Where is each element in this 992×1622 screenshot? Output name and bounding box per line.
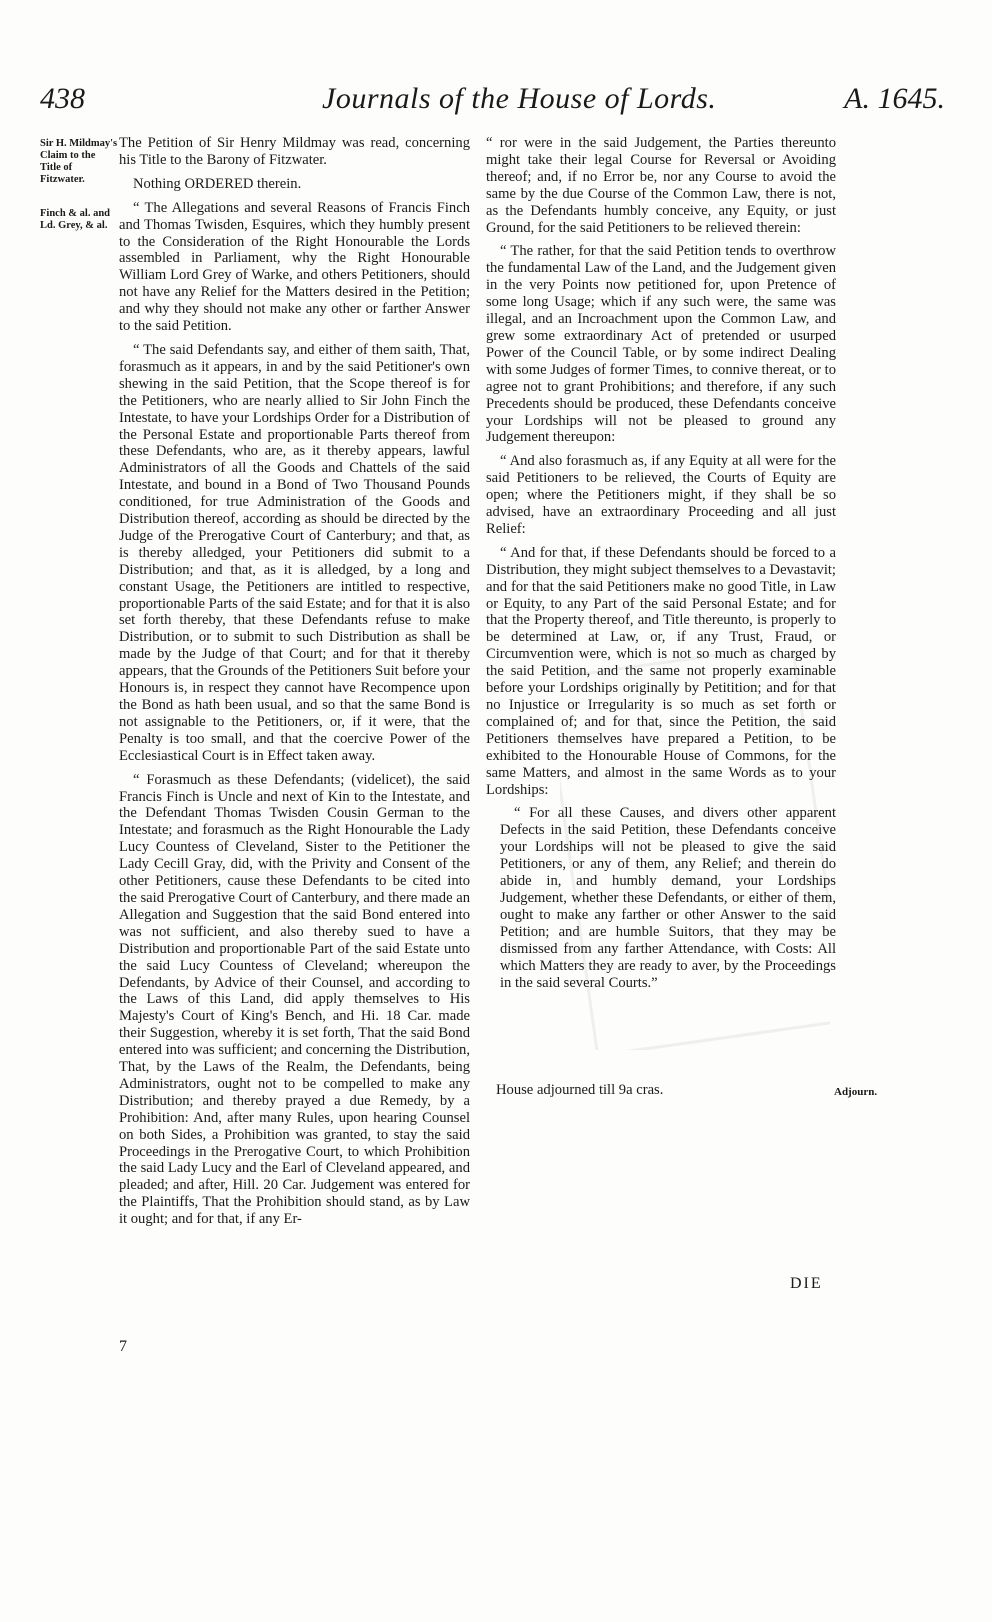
paragraph-defendants-say: “ The said Defendants say, and either of them saith, That, forasmuch as it appears, in and by the said Petitioner's own shewing in the said Petition, that the Scope thereof is for the Petitioners, who are nearly allied to Sir John Finch the Intestate, to have your Lordships Order for a Distribution of the Personal Estate and proportionable Parts thereof from these Defendants, who are, as it thereby appears, lawful Administrators of all the Goods and Chattels of the said Intestate, and bound in a Bond of Two Thousand Pounds conditioned, for true Administration of the Goods and Distribution thereof, according as should be directed by the Judge of the Prerogative Court of Canterbury; and that, as is thereby alledged, your Petitioners did submit to a Distribution; and that, as it is alledged, by a long and constant Usage, the Petitioners are intitled to respective, proportionable Parts of the said Estate; and for that it is also set forth thereby, that these Defendants refuse to make Distribution, or to submit to such Distribution as shall be made by the Judge of that Court; and for that it thereby appears, that the Grounds of the Petitioners Suit before your Honours is, in respect they cannot have Recompence upon the Bond as hath been usual, and so that the same Bond is not assignable to the Petitioners, or, if it were, that the Penalty is too small, and that the coercive Power of the Ecclesiastical Court is in Effect taken away.: [119, 341, 470, 764]
page-title: Journals of the House of Lords.: [322, 82, 717, 115]
text-column-right: [486, 135, 836, 998]
catchword: DIE: [790, 1275, 823, 1292]
text-column-left: [119, 135, 470, 1235]
margin-note-mildmay: Sir H. Mildmay's Claim to the Title of Fitzwater.: [40, 138, 118, 185]
paragraph-the-rather: “ The rather, for that the said Petition tends to overthrow the fundamental Law of the Land, and the Judgement given in the very Points now petitioned for, upon Pretence of some long Usage; which if any such were, the same was illegal, and an Incroachment upon the Common Law, and grew some extraordinary Act of pretended or usurped Power of the Council Table, or by some indirect Dealing with some Judges of former Times, to connive thereat, or to agree not to grant Prohibitions; and therefore, if any such Precedents should be produced, these Defendants conceive your Lordships will not be pleased to ground any Judgement thereupon:: [486, 243, 836, 446]
paragraph-error-continued: “ ror were in the said Judgement, the Parties thereunto might take their legal Course for Reversal or Avoiding thereof; and, if no Error be, nor any Course to avoid the same by the due Course of the Common Law, there is not, as the Defendants humbly conceive, any Equity, or just Ground, for the said Petitioners to be relieved therein:: [486, 135, 836, 236]
page-year: A. 1645.: [844, 82, 945, 115]
margin-note-finch: Finch & al. and Ld. Grey, & al.: [40, 208, 111, 231]
paragraph-for-all-causes: “ For all these Causes, and divers other apparent Defects in the said Petition, these Defendants conceive your Lordships will not be pleased to give the said Petitioners, or any of them, any Relief; and therein do abide in, and humbly demand, your Lordships Judgement, whether these Defendants, or either of them, ought to make any farther or other Answer to the said Petition; and are humble Suitors, that they may be dismissed from any farther Attendance, with Costs: All which Matters they are ready to aver, by the Proceedings in the said several Courts.”: [500, 805, 836, 991]
paragraph-allegations: “ The Allegations and several Reasons of Francis Finch and Thomas Twisden, Esquires, which they humbly present to the Consideration of the Right Honourable the Lords assembled in Parliament, why the Right Honourable William Lord Grey of Warke, and others Petitioners, should not have any Relief for the Matters desired in the Petition; and why they should not make any other or farther Answer to the said Petition.: [119, 199, 470, 335]
paragraph-distribution: “ And for that, if these Defendants should be forced to a Distribution, they might subject themselves to a Devastavit; and for that the said Petitioners make no good Title, in Law or Equity, to any Part of the said Personal Estate; and for that the Property thereof, and Title thereunto, is properly to be determined at Law, or, if any Trust, Fraud, or Circumvention were, which is not so much as charged by the said Petition, and the same not properly examinable before your Lordships originally by Petitition; and for that no Injustice or Irregularity is so much as set forth or complained of; and for that, since the Petition, the said Petitioners themselves have prepared a Petition, to be exhibited to the Honourable House of Commons, for the same Matters, and almost in the same Words as to your Lordships:: [486, 544, 836, 798]
page-number: 438: [40, 82, 85, 115]
paragraph-mildmay-petition: The Petition of Sir Henry Mildmay was read, concerning his Title to the Barony of Fitzwater.: [119, 135, 470, 168]
signature-mark: 7: [119, 1338, 127, 1355]
margin-note-adjourn: Adjourn.: [834, 1086, 878, 1098]
page-header: [40, 82, 945, 126]
paragraph-equity: “ And also forasmuch as, if any Equity at all were for the said Petitioners to be relieved, the Courts of Equity are open; where the Petitioners might, if they shall be so advised, have an extraordinary Proceeding and all just Relief:: [486, 453, 836, 537]
paragraph-nothing-ordered: Nothing ORDERED therein.: [133, 175, 302, 192]
paragraph-forasmuch: “ Forasmuch as these Defendants; (videlicet), the said Francis Finch is Uncle and next of Kin to the Intestate, and the Defendant Thomas Twisden Cousin German to the Intestate; and forasmuch as the Right Honourable the Lady Lucy Countess of Cleveland, Sister to the Petitioner the Lady Cecill Gray, did, with the Privity and Consent of the other Petitioners, cause these Defendants to be cited into the said Prerogative Court of Canterbury, and there made an Allegation and Suggestion that the said Bond entered into was not sufficient, and also thereby sued to have a Distribution and proportionable Part of the said Estate unto the said Lucy Countess of Cleveland; whereupon the Defendants, by Advice of their Counsel, and according to the Laws of this Land, did apply themselves to His Majesty's Court of King's Bench, and Hi. 18 Car. made their Suggestion, whereby it is set forth, That the said Bond entered into was sufficient; and concerning the Distribution, That, by the Laws of the Realm, the Defendants, being Administrators, ought not to be compelled to make any Distribution; and thereby prayed a due Remedy, by a Prohibition: And, after many Rules, upon hearing Counsel on both Sides, a Prohibition was granted, to stay the said Proceedings in the Prerogative Court, to which Prohibition the said Lady Lucy and the Earl of Cleveland appeared, and pleaded; and after, Hill. 20 Car. Judgement was entered for the Plaintiffs, That the Prohibition should stand, as by Law it ought; and for that, if any Er-: [119, 771, 470, 1228]
adjournment-line: House adjourned till 9a cras.: [496, 1082, 664, 1098]
